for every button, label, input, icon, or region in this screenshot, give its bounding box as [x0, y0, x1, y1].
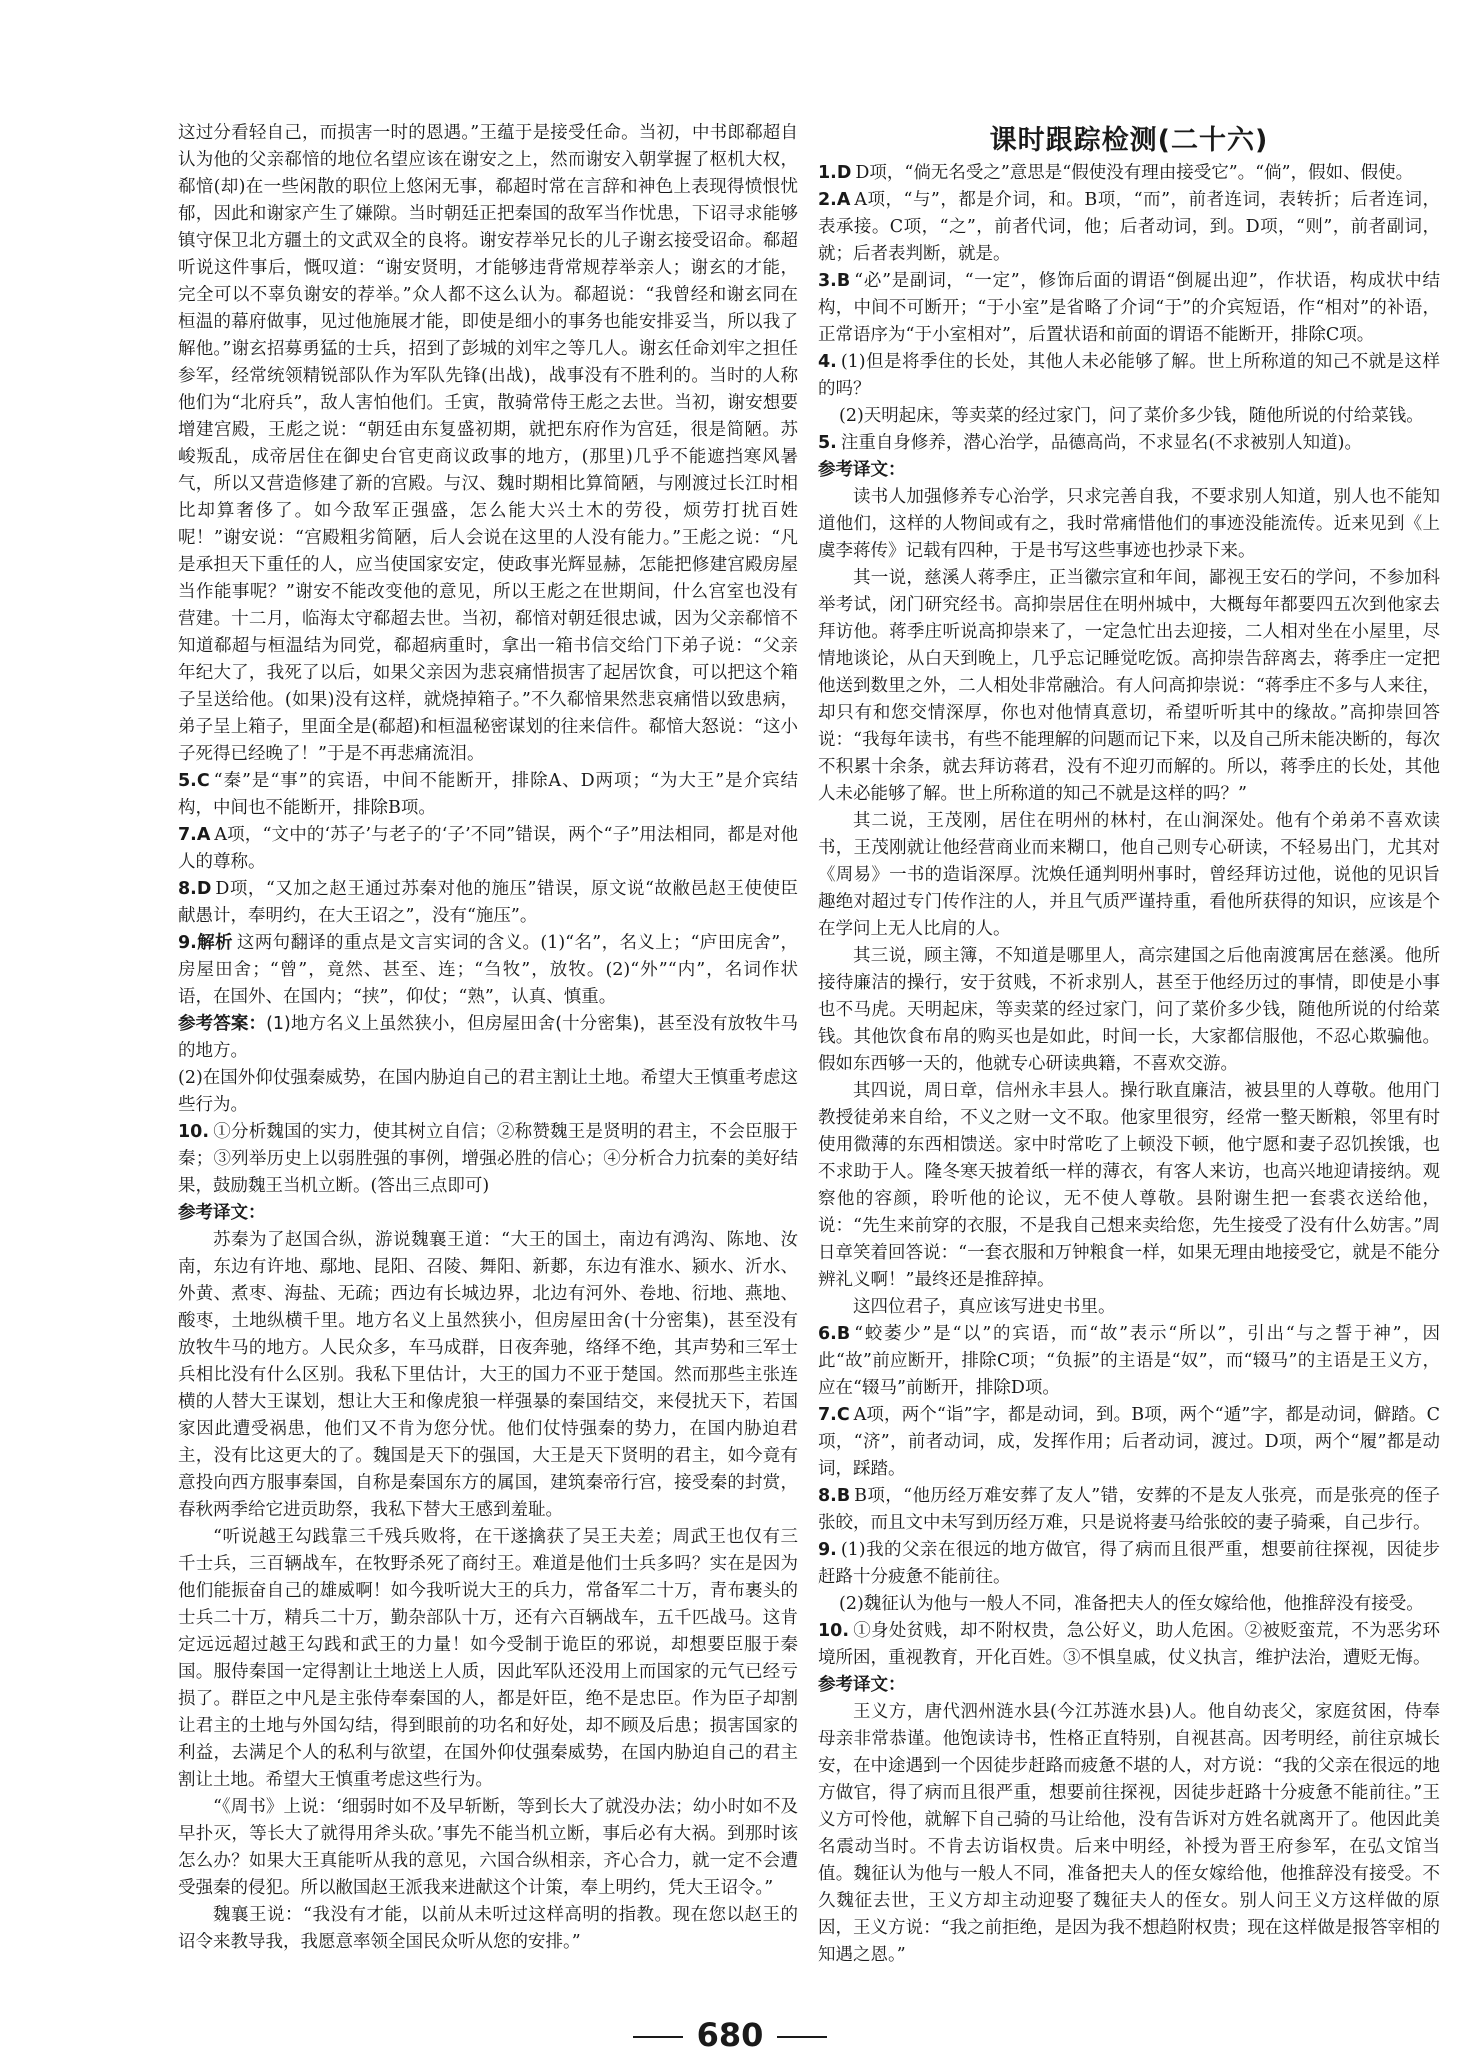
question-item	[818, 1591, 1440, 1618]
page-number-text: 680	[696, 2016, 764, 2054]
question-item	[818, 349, 1440, 403]
right-translation-1	[818, 484, 1440, 1321]
translation-paragraph: 王义方，唐代泗州涟水县(今江苏涟水县)人。他自幼丧父，家庭贫困，侍奉母亲非常恭谨。他饱读诗书，性格正直特别，自视甚高。因考明经，前往京城长安，在中途遇到一个因徒步赶路而疲惫不堪的人，对方说：“我的父亲在很远的地方做官，得了病而且很严重，想要前往探视，因徒步赶路十分疲惫不能前往。”王义方可怜他，就解下自己骑的马让给他，没有告诉对方姓名就离开了。他因此美名震动当时。不肯去访诣权贵。后来中明经，补授为晋王府参军，在弘文馆当值。魏征认为他与一般人不同，准备把夫人的侄女嫁给他，他推辞没有接受。不久魏征去世，王义方却主动迎娶了魏征夫人的侄女。别人问王义方这样做的原因，王义方说：“我之前拒绝，是因为我不想趋附权贵；现在这样做是报答宰相的知遇之恩。”	[818, 1702, 1440, 1965]
item-text: D项，“倘无名受之”意思是“假使没有理由接受它”。“倘”，假如、假使。	[855, 163, 1414, 183]
item-text: ①分析魏国的实力，使其树立自信；②称赞魏王是贤明的君主，不会臣服于秦；③列举历史上以弱胜强的事例，增强必胜的信心；④分析合力抗秦的美好结果，鼓励魏王当机立断。(答出三点即可)	[178, 1122, 798, 1196]
question-item	[818, 403, 1440, 430]
question-item	[818, 1483, 1440, 1537]
item-number: 10.	[818, 1621, 850, 1641]
item-text: A项，“文中的‘苏子’与老子的‘子’不同”错误，两个“子”用法相同，都是对他人的尊称。	[178, 825, 798, 872]
item-number: 9.	[818, 1540, 837, 1560]
question-item	[818, 1618, 1440, 1672]
page-title: 课时跟踪检测(二十六)	[989, 125, 1269, 156]
item-number: 10.	[178, 1122, 210, 1142]
question-item	[818, 430, 1440, 457]
translation-label: 参考译文：	[178, 1203, 266, 1223]
item-number: 5.C	[178, 771, 210, 791]
right-translation-2	[818, 1699, 1440, 1969]
page-number	[0, 2016, 1460, 2054]
question-item	[178, 876, 798, 930]
item-number: 7.A	[178, 825, 211, 845]
item-number: 8.B	[818, 1486, 851, 1506]
item-number: 3.B	[818, 271, 851, 291]
item-text: “必”是副词，“一定”，修饰后面的谓语“倒屣出迎”，作状语，构成状中结构，中间不可断开；“于小室”是省略了介词“于”的介宾短语，作“相对”的补语，正常语序为“于小室相对”，后置状语和前面的谓语不能断开，排除C项。	[818, 271, 1440, 345]
item-text: 这两句翻译的重点是文言实词的含义。(1)“名”，名义上；“庐田庑舍”，房屋田舍；“曾”，竟然、甚至、连；“刍牧”，放牧。(2)“外”“内”，名词作状语，在国外、在国内；“挟”，仰仗；“熟”，认真、慎重。	[178, 933, 799, 1007]
translation-paragraph: “《周书》上说：‘细弱时如不及早斩断，等到长大了就没办法；幼小时如不及早扑灭，等长大了就得用斧头砍。’事先不能当机立断，事后必有大祸。到那时该怎么办？如果大王真能听从我的意见，六国合纵相亲，齐心合力，就一定不会遭受强秦的侵犯。所以敝国赵王派我来进献这个计策，奉上明约，凭大王诏令。”	[178, 1797, 798, 1898]
translation-paragraph: 读书人加强修养专心治学，只求完善自我，不要求别人知道，别人也不能知道他们，这样的人物间或有之，我时常痛惜他们的事迹没能流传。近来见到《上虞李蒋传》记载有四种，于是书写这些事迹也抄录下来。	[818, 487, 1440, 561]
item-text: ①身处贫贱，却不附权贵，急公好义，助人危困。②被贬蛮荒，不为恶劣环境所困，重视教育，开化百姓。③不惧皇戚，仗义执言，维护法治，遭贬无悔。	[818, 1621, 1440, 1668]
translation-label-2: 参考译文：	[818, 1675, 906, 1695]
item-text: A项，“与”，都是介词，和。B项，“而”，前者连词，表转折；后者连词，表承接。C项，“之”，前者代词，他；后者动词，到。D项，“则”，前者副词，就；后者表判断，就是。	[818, 190, 1440, 264]
item-number: 8.D	[178, 879, 212, 899]
question-item	[818, 1537, 1440, 1591]
translation-paragraph: 魏襄王说：“我没有才能，以前从未听过这样高明的指教。现在您以赵王的诏令来教导我，我愿意率领全国民众听从您的安排。”	[178, 1905, 798, 1952]
item-number: 9.解析	[178, 933, 233, 953]
dash-left	[633, 2036, 683, 2038]
question-item	[818, 268, 1440, 349]
answer9-2: (2)在国外仰仗强秦威势，在国内胁迫自己的君主割让土地。希望大王慎重考虑这些行为。	[178, 1068, 798, 1115]
translation-paragraph: 苏秦为了赵国合纵，游说魏襄王道：“大王的国土，南边有鸿沟、陈地、汝南，东边有许地、鄢地、昆阳、召陵、舞阳、新郪，东边有淮水、颍水、沂水、外黄、煮枣、海盐、无疏；西边有长城边界，北边有河外、卷地、衍地、燕地、酸枣，土地纵横千里。地方名义上虽然狭小，但房屋田舍(十分密集)，甚至没有放牧牛马的地方。人民众多，车马成群，日夜奔驰，络绎不绝，其声势和三军士兵相比没有什么区别。我私下里估计，大王的国力不亚于楚国。然而那些主张连横的人替大王谋划，想让大王和像虎狼一样强暴的秦国结交，来侵扰天下，若国家因此遭受祸患，他们又不肯为您分忧。他们仗恃强秦的势力，在国内胁迫君主，没有比这更大的了。魏国是天下的强国，大王是天下贤明的君主，如今竟有意投向西方服事秦国，自称是秦国东方的属国，建筑秦帝行宫，接受秦的封赏，春秋两季给它进贡助祭，我私下替大王感到羞耻。	[178, 1230, 798, 1520]
item-number: 5.	[818, 433, 837, 453]
item-text: (1)但是将季住的长处，其他人未必能够了解。世上所称道的知己不就是这样的吗？	[818, 352, 1440, 399]
item-number: 1.D	[818, 163, 852, 183]
left-column	[178, 120, 798, 1956]
item-text: B项，“他历经万难安葬了友人”错，安葬的不是友人张亮，而是张亮的侄子张皎，而且文中未写到历经万难，只是说将妻马给张皎的妻子骑乘，自己步行。	[818, 1486, 1440, 1533]
item-number: 6.B	[818, 1324, 851, 1344]
item-text: (2)魏征认为他与一般人不同，准备把夫人的侄女嫁给他，他推辞没有接受。	[839, 1594, 1424, 1614]
item-number: 2.A	[818, 190, 851, 210]
item-text: “秦”是“事”的宾语，中间不能断开，排除A、D两项；“为大王”是介宾结构，中间也不能断开，排除B项。	[178, 771, 798, 818]
item-number: 4.	[818, 352, 837, 372]
item-text: (1)我的父亲在很远的地方做官，得了病而且很严重，想要前往探视，因徒步赶路十分疲惫不能前往。	[818, 1540, 1440, 1587]
answer9-label	[178, 1011, 798, 1065]
translation-paragraph: 其四说，周日章，信州永丰县人。操行耿直廉洁，被县里的人尊敬。他用门教授徒弟来自给，不义之财一文不取。他家里很穷，经常一整天断粮，邻里有时使用微薄的东西相馈送。家中时常吃了上顿没下顿，他宁愿和妻子忍饥挨饿，也不求助于人。隆冬寒天披着纸一样的薄衣，有客人来访，也高兴地迎请接纳。观察他的容颜，聆听他的论议，无不使人尊敬。县附谢生把一套裘衣送给他，说：“先生来前穿的衣服，不是我自己想来卖给您，先生接受了没有什么妨害。”周日章笑着回答说：“一套衣服和万钟粮食一样，如果无理由地接受它，就是不能分辨礼义啊！”最终还是推辞掉。	[818, 1081, 1440, 1290]
translation-paragraph: “听说越王勾践靠三千残兵败将，在干遂擒获了吴王夫差；周武王也仅有三千士兵，三百辆战车，在牧野杀死了商纣王。难道是他们士兵多吗？实在是因为他们能振奋自己的雄威啊！如今我听说大王的兵力，常备军二十万，青布裹头的士兵二十万，精兵二十万，勤杂部队十万，还有六百辆战车，五千匹战马。这肯定远远超过越王勾践和武王的力量！如今受制于诡臣的邪说，却想要臣服于秦国。服侍秦国一定得割让土地送上人质，因此军队还没用上而国家的元气已经亏损了。群臣之中凡是主张侍奉秦国的人，都是奸臣，绝不是忠臣。作为臣子却割让君主的土地与外国勾结，得到眼前的功名和好处，却不顾及后患；损害国家的利益，去满足个人的私利与欲望，在国外仰仗强秦威势，在国内胁迫自己的君主割让土地。希望大王慎重考虑这些行为。	[178, 1527, 798, 1790]
question-item	[818, 1321, 1440, 1402]
answer9-1: (1)地方名义上虽然狭小，但房屋田舍(十分密集)，甚至没有放牧牛马的地方。	[178, 1014, 798, 1061]
question-item	[178, 930, 798, 1011]
translation-label-1: 参考译文：	[818, 460, 906, 480]
item-text: A项，两个“诣”字，都是动词，到。B项，两个“遁”字，都是动词，僻踏。C项，“济”，前者动词，成，发挥作用；后者动词，渡过。D项，两个“履”都是动词，踩踏。	[818, 1405, 1440, 1479]
item-text: 注重自身修养，潜心治学，品德高尚，不求显名(不求被别人知道)。	[840, 433, 1362, 453]
answer-label: 参考答案：	[178, 1014, 267, 1034]
right-items-top	[818, 160, 1440, 457]
item-text: (2)天明起床，等卖菜的经过家门，问了菜价多少钱，随他所说的付给菜钱。	[839, 406, 1424, 426]
item-text: “蛟萎少”是“以”的宾语，而“故”表示“所以”，引出“与之誓于神”，因此“故”前应断开，排除C项；“负振”的主语是“奴”，而“辍马”的主语是王义方，应在“辍马”前断开，排除D项。	[818, 1324, 1440, 1398]
translation-continued: 这过分看轻自己，而损害一时的恩遇。”王蕴于是接受任命。当初，中书郎郗超自认为他的父亲郗愔的地位名望应该在谢安之上，然而谢安入朝掌握了枢机大权，郗愔(却)在一些闲散的职位上悠闲无事，郗超时常在言辞和神色上表现得愤恨忧郁，因此和谢家产生了嫌隙。当时朝廷正把秦国的敌军当作忧患，下诏寻求能够镇守保卫北方疆土的文武双全的良将。谢安荐举兄长的儿子谢玄接受诏命。郗超听说这件事后，慨叹道：“谢安贤明，才能够违背常规荐举亲人；谢玄的才能，完全可以不辜负谢安的荐举。”众人都不这么认为。郗超说：“我曾经和谢玄同在桓温的幕府做事，见过他施展才能，即使是细小的事务也能安排妥当，所以我了解他。”谢玄招募勇猛的士兵，招到了彭城的刘牢之等几人。谢玄任命刘牢之担任参军，经常统领精锐部队作为军队先锋(出战)，战事没有不胜利的。当时的人称他们为“北府兵”，敌人害怕他们。壬寅，散骑常侍王彪之去世。当初，谢安想要增建宫殿，王彪之说：“朝廷由东复盛初期，就把东府作为宫廷，很是简陋。苏峻叛乱，成帝居住在御史台官吏商议政事的地方，(那里)几乎不能遮挡寒风暑气，所以又营造修建了新的宫殿。与汉、魏时期相比算简陋，与刚渡过长江时相比却算奢侈了。如今敌军正强盛，怎么能大兴土木的劳役，烦劳打扰百姓呢！”谢安说：“宫殿粗劣简陋，后人会说在这里的人没有能力。”王彪之说：“凡是承担天下重任的人，应当使国家安定，使政事光辉显赫，怎能把修建宫殿房屋当作能事呢？”谢安不能改变他的意见，所以王彪之在世期间，什么宫室也没有营建。十二月，临海太守郗超去世。当初，郗愔对朝廷很忠诚，因为父亲郗愔不知道郗超与桓温结为同党，郗超病重时，拿出一箱书信交给门下弟子说：“父亲年纪大了，我死了以后，如果父亲因为悲哀痛惜损害了起居饮食，可以把这个箱子呈送给他。(如果)没有这样，就烧掉箱子。”不久郗愔果然悲哀痛惜以致患病，弟子呈上箱子，里面全是(郗超)和桓温秘密谋划的往来信件。郗愔大怒说：“这小子死得已经晚了！”于是不再悲痛流泪。	[178, 123, 798, 764]
right-column	[818, 160, 1440, 1969]
item-text: D项，“又加之赵王通过苏秦对他的施压”错误，原文说“故敝邑赵王使使臣献愚计，奉明约，在大王诏之”，没有“施压”。	[178, 879, 798, 926]
question-item	[818, 160, 1440, 187]
left-items	[178, 768, 798, 1011]
left-translation	[178, 1227, 798, 1956]
translation-paragraph: 其二说，王茂刚，居住在明州的林村，在山涧深处。他有个弟弟不喜欢读书，王茂刚就让他经营商业而来糊口，他自己则专心研读，不轻易出门，尤其对《周易》一书的造诣深厚。沈焕任通判明州事时，曾经拜访过他，说他的见识旨趣绝对超过专门传作注的人，并且气质严谨持重，看他所获得的知识，应该是个在学问上无人比肩的人。	[818, 811, 1440, 939]
translation-paragraph: 其一说，慈溪人蒋季庄，正当徽宗宣和年间，鄙视王安石的学问，不参加科举考试，闭门研究经书。高抑崇居住在明州城中，大概每年都要四五次到他家去拜访他。蒋季庄听说高抑崇来了，一定急忙出去迎接，二人相对坐在小屋里，尽情地谈论，从白天到晚上，几乎忘记睡觉吃饭。高抑崇告辞离去，蒋季庄一定把他送到数里之外，二人相处非常融洽。有人问高抑崇说：“蒋季庄不多与人来往，却只有和您交情深厚，你也对他情真意切，希望听听其中的缘故。”高抑崇回答说：“我每年读书，有些不能理解的问题而记下来，以及自己所未能决断的，每次不积累十余条，就去拜访蒋君，没有不迎刃而解的。所以，蒋季庄的长处，其他人未必能够了解。世上所称道的知己不就是这样的吗？”	[818, 568, 1440, 804]
right-items-mid	[818, 1321, 1440, 1672]
item-number: 7.C	[818, 1405, 850, 1425]
dash-right	[777, 2036, 827, 2038]
item-10	[178, 1119, 798, 1200]
translation-paragraph: 这四位君子，真应该写进史书里。	[853, 1297, 1116, 1317]
question-item	[818, 1402, 1440, 1483]
question-item	[178, 768, 798, 822]
question-item	[818, 187, 1440, 268]
translation-paragraph: 其三说，顾主簿，不知道是哪里人，高宗建国之后他南渡寓居在慈溪。他所接待廉洁的操行，安于贫贱，不祈求别人，甚至于他经历过的事情，即使是小事也不马虎。天明起床，等卖菜的经过家门，问了菜价多少钱，随他所说的付给菜钱。其他饮食布帛的购买也是如此，时间一长，大家都信服他，不忍心欺骗他。假如东西够一天的，他就专心研读典籍，不喜欢交游。	[818, 946, 1440, 1074]
question-item	[178, 822, 798, 876]
